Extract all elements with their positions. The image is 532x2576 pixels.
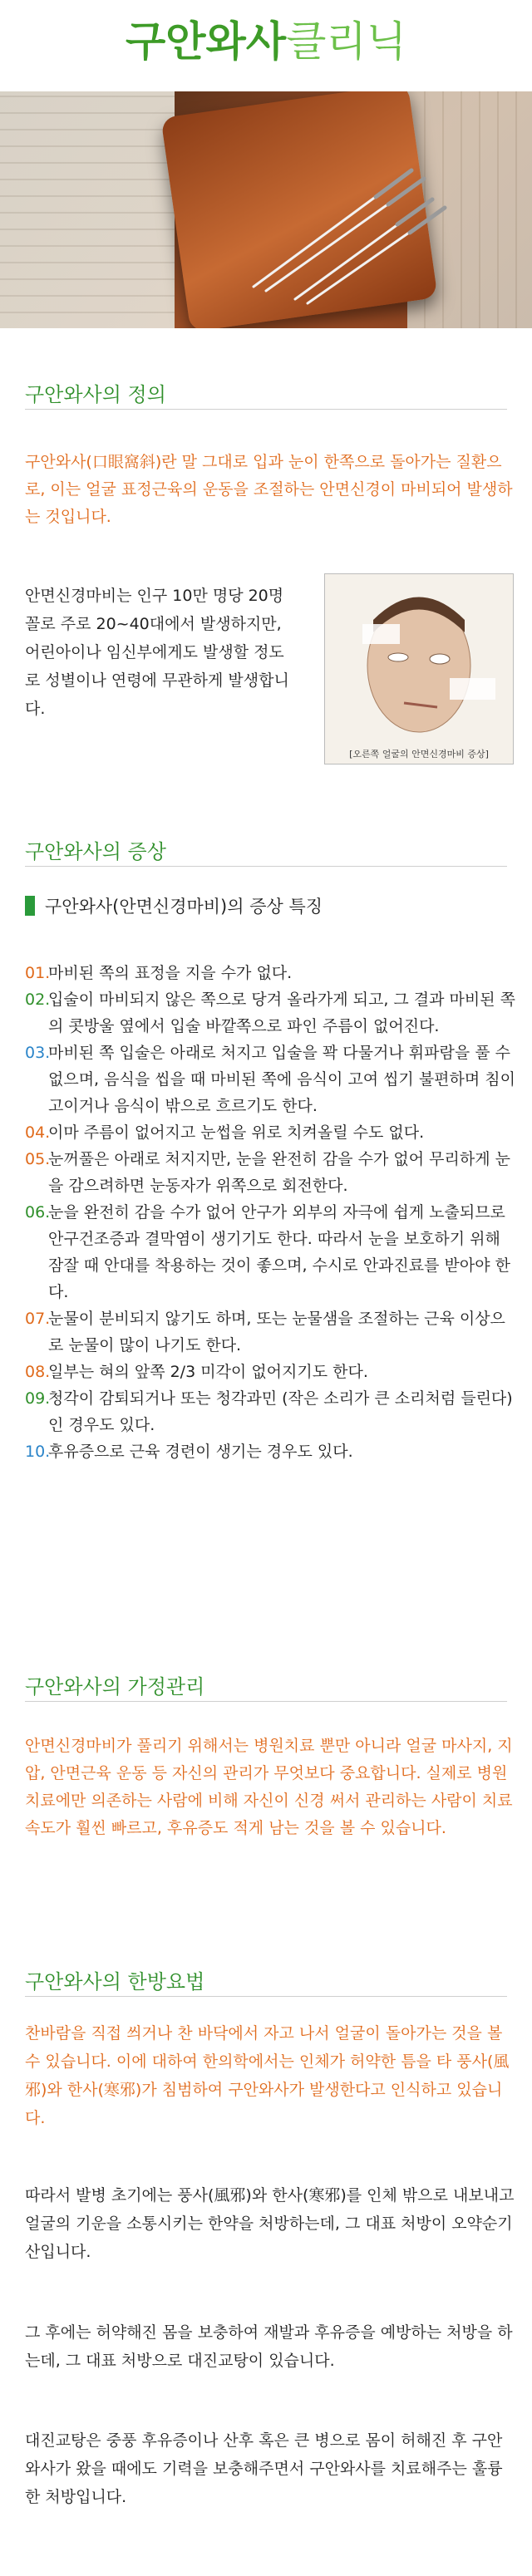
item-number: 08. (25, 1363, 51, 1381)
green-bar-icon (25, 896, 35, 916)
section-title-home-care: 구안와사의 가정관리 (25, 1675, 205, 1698)
home-care-body: 안면신경마비가 풀리기 위해서는 병원치료 뿐만 아니라 얼굴 마사지, 지압, 안면근육 운동 등 자신의 관리가 무엇보다 중요합니다. 실제로 병원치료에만 의존하는 사람에 비해 자신이 신경 써서 관리하는 사람이 치료 속도가 훨씬 빠르고, 후유증도 적게 남는 것을 볼 수 있습니다. (25, 1737, 513, 1837)
symptom-list (25, 960, 515, 1465)
herbal-paragraph-2: 그 후에는 허약해진 몸을 보충하여 재발과 후유증을 예방하는 처방을 하는데, 그 대표 처방으로 대진교탕이 있습니다. (25, 2323, 513, 2370)
page-title (0, 0, 532, 83)
section-divider (25, 409, 507, 410)
list-item (25, 1146, 515, 1199)
item-number: 03. (25, 1044, 51, 1062)
list-item (25, 1305, 515, 1359)
acupuncture-needles-icon (0, 91, 532, 328)
title-light: 클리닉 (286, 17, 407, 66)
list-item (25, 1199, 515, 1305)
section-divider (25, 866, 507, 867)
item-text: 후유증으로 근육 경련이 생기는 경우도 있다. (48, 1443, 353, 1461)
item-number: 10. (25, 1443, 51, 1461)
list-item (25, 1040, 515, 1119)
list-item (25, 986, 515, 1040)
symptoms-subtitle (25, 893, 323, 918)
list-item (25, 1359, 515, 1385)
section-title-symptoms: 구안와사의 증상 (25, 840, 166, 863)
list-item (25, 1119, 515, 1146)
face-illustration-icon (325, 574, 513, 749)
item-number: 09. (25, 1389, 51, 1408)
definition-body: 안면신경마비는 인구 10만 명당 20명 꼴로 주로 20~40대에서 발생하지만, 어린아이나 임신부에게도 발생할 정도로 성별이나 연령에 무관하게 발생합니다. (25, 587, 289, 718)
item-text: 눈물이 분비되지 않기도 하며, 또는 눈물샘을 조절하는 근육 이상으로 눈물이 많이 나기도 한다. (48, 1310, 505, 1354)
symptoms-subtitle-text: 구안와사(안면신경마비)의 증상 특징 (45, 897, 323, 917)
section-title-herbal: 구안와사의 한방요법 (25, 1970, 205, 1993)
item-number: 06. (25, 1203, 51, 1222)
figure-caption: [오른쪽 얼굴의 안면신경마비 증상] (349, 749, 489, 760)
item-text: 마비된 쪽 입술은 아래로 처지고 입술을 꽉 다물거나 휘파람을 풀 수 없으며, 음식을 씹을 때 마비된 쪽에 음식이 고여 씹기 불편하며 침이 고이거나 음식이 밖으로 흐르기도 한다. (48, 1044, 515, 1115)
section-divider (25, 1996, 507, 1997)
item-text: 마비된 쪽의 표정을 지을 수가 없다. (48, 964, 293, 982)
herbal-paragraph-1: 따라서 발병 초기에는 풍사(風邪)와 한사(寒邪)를 인체 밖으로 내보내고 얼굴의 기운을 소통시키는 한약을 처방하는데, 그 대표 처방이 오약순기산입니다. (25, 2186, 515, 2261)
list-item (25, 960, 515, 986)
title-bold: 구안와사 (125, 17, 287, 66)
item-text: 일부는 혀의 앞쪽 2/3 미각이 없어지기도 한다. (48, 1363, 368, 1381)
item-number: 07. (25, 1310, 51, 1328)
item-number: 02. (25, 991, 51, 1009)
section-title-definition: 구안와사의 정의 (25, 383, 166, 406)
item-number: 04. (25, 1123, 51, 1142)
section-divider (25, 1701, 507, 1702)
item-text: 입술이 마비되지 않은 쪽으로 당겨 올라가게 되고, 그 결과 마비된 쪽의 콧방울 옆에서 입술 바깥쪽으로 파인 주름이 없어진다. (48, 991, 515, 1035)
list-item (25, 1385, 515, 1438)
hero-image (0, 91, 532, 328)
item-number: 05. (25, 1150, 51, 1168)
item-number: 01. (25, 964, 51, 982)
facial-palsy-figure (324, 573, 514, 764)
herbal-paragraph-3: 대진교탕은 중풍 후유증이나 산후 혹은 큰 병으로 몸이 허해진 후 구안와사가 왔을 때에도 기력을 보충해주면서 구안와사를 치료해주는 훌륭한 처방입니다. (25, 2431, 503, 2506)
herbal-lead: 찬바람을 직접 씌거나 찬 바닥에서 자고 나서 얼굴이 돌아가는 것을 볼 수 있습니다. 이에 대하여 한의학에서는 인체가 허약한 틈을 타 풍사(風邪)와 한사(寒邪)가 침범하여 구안와사가 발생한다고 인식하고 있습니다. (25, 2024, 510, 2127)
item-text: 이마 주름이 없어지고 눈썹을 위로 치켜올릴 수도 없다. (48, 1123, 425, 1142)
definition-lead: 구안와사(口眼窩斜)란 말 그대로 입과 눈이 한쪽으로 돌아가는 질환으로, 이는 얼굴 표정근육의 운동을 조절하는 안면신경이 마비되어 발생하는 것입니다. (25, 453, 513, 526)
item-text: 눈꺼풀은 아래로 처지지만, 눈을 완전히 감을 수가 없어 무리하게 눈을 감으려하면 눈동자가 위쪽으로 회전한다. (48, 1150, 510, 1195)
item-text: 눈을 완전히 감을 수가 없어 안구가 외부의 자극에 쉽게 노출되므로 안구건조증과 결막염이 생기기도 한다. 따라서 눈을 보호하기 위해 잠잘 때 안대를 착용하는 것이 좋으며, 수시로 안과진료를 받아야 한다. (48, 1203, 510, 1301)
item-text: 청각이 감퇴되거나 또는 청각과민 (작은 소리가 큰 소리처럼 들린다)인 경우도 있다. (48, 1389, 513, 1434)
list-item (25, 1438, 515, 1465)
